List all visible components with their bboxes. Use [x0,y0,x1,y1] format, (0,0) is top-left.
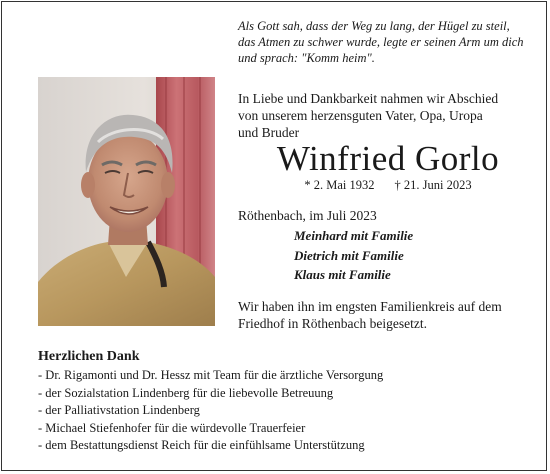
deceased-name: Winfried Gorlo [276,139,500,178]
intro-text [238,90,538,141]
death-date: † 21. Juni 2023 [394,178,472,192]
thanks-list [38,367,383,455]
obituary-frame [1,1,547,471]
life-dates [238,177,538,193]
thanks-heading: Herzlichen Dank [38,349,140,364]
thanks-item: - Dr. Rigamonti und Dr. Hessz mit Team für die ärztliche Versorgung [38,367,383,385]
place-and-date: Röthenbach, im Juli 2023 [238,208,377,223]
poem-line: und sprach: "Komm heim". [238,51,375,65]
thanks-item: - der Palliativstation Lindenberg [38,402,383,420]
family-member: Dietrich mit Familie [294,247,404,263]
poem-line: Als Gott sah, dass der Weg zu lang, der Hügel zu steil, [238,19,510,33]
intro-line: In Liebe und Dankbarkeit nahmen wir Abschied [238,91,499,106]
burial-note [238,298,538,332]
intro-line: und Bruder [238,125,300,140]
thanks-item: - der Sozialstation Lindenberg für die liebevolle Betreuung [38,385,383,403]
family-member: Klaus mit Familie [294,267,391,282]
burial-line: Friedhof in Röthenbach beigesetzt. [238,316,427,331]
family-list [294,226,413,285]
portrait-photo [38,77,215,326]
intro-line: von unserem herzensguten Vater, Opa, Uropa [238,108,483,123]
poem [238,18,538,66]
thanks-item: - dem Bestattungsdienst Reich für die einfühlsame Unterstützung [38,437,383,455]
family-member: Meinhard mit Familie [294,228,414,243]
thanks-item: - Michael Stiefenhofer für die würdevolle Trauerfeier [38,420,383,438]
poem-line: das Atmen zu schwer wurde, legte er seinen Arm um dich [238,35,524,49]
burial-line: Wir haben ihn im engsten Familienkreis auf dem [238,299,502,314]
portrait-illustration [38,77,215,326]
birth-date: * 2. Mai 1932 [304,178,375,192]
